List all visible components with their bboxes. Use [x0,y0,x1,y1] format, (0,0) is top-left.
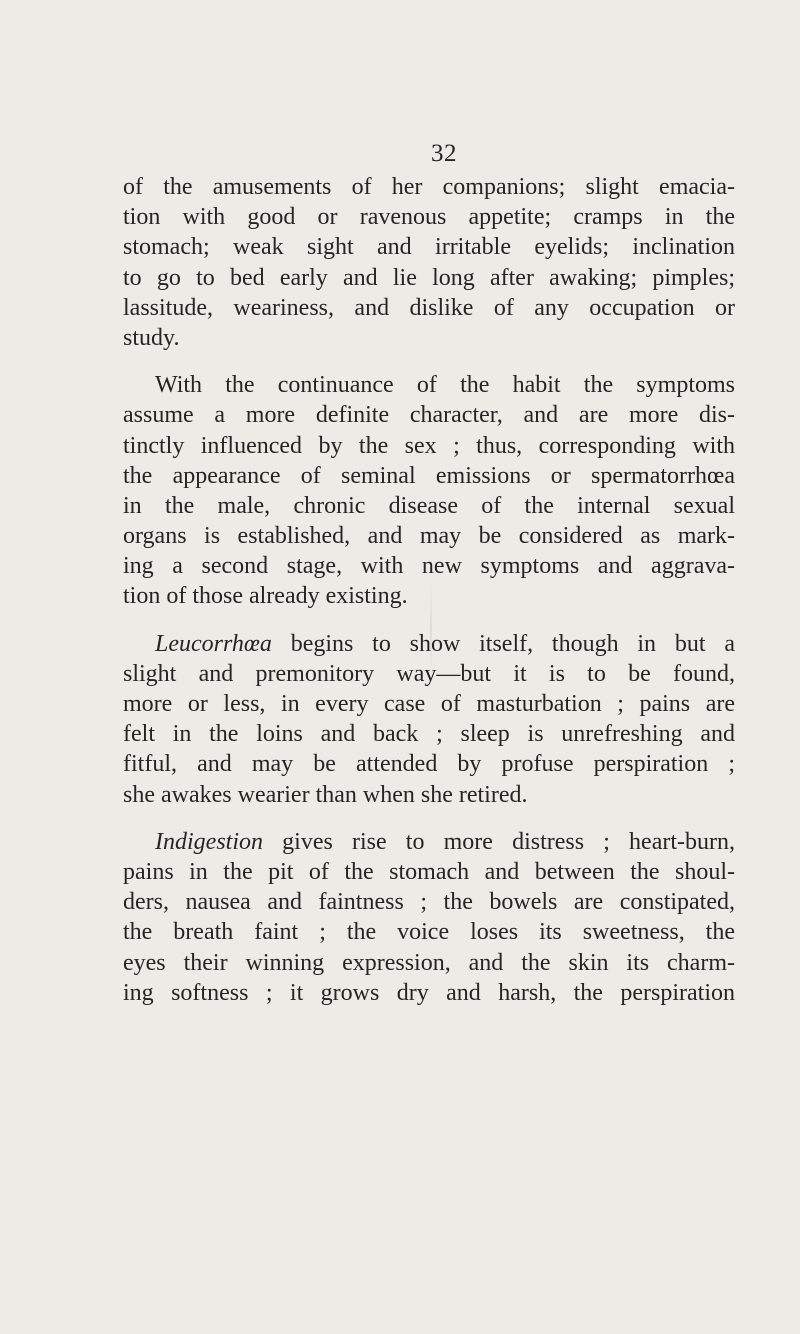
text-line: assume a more definite character, and are more dis- [123,402,735,429]
text-line: eyes their winning expression, and the skin its charm- [123,949,735,976]
text-line: the breath faint ; the voice loses its sweetness, the [123,919,735,946]
paragraph-3 [123,629,735,810]
text-line: tion of those already existing. [123,583,408,610]
text-line: stomach; weak sight and irritable eyelids; inclination [123,234,735,261]
text-line: With the continuance of the habit the symptoms [155,372,735,399]
text-line [123,827,735,857]
text-line: ders, nausea and faintness ; the bowels are constipated, [123,889,735,916]
paragraph-4 [123,827,735,1008]
text-line: more or less, in every case of masturbation ; pains are [123,691,735,717]
text-line: felt in the loins and back ; sleep is unrefreshing and [123,721,735,748]
text-line: tion with good or ravenous appetite; cramps in the [123,204,735,231]
text-line: tinctly influenced by the sex ; thus, corresponding with [123,432,735,459]
text-line: of the amusements of her companions; slight emacia- [123,174,735,200]
text-line [123,629,735,659]
text-line: slight and premonitory way—but it is to be found, [123,660,735,687]
text-line: she awakes wearier than when she retired. [123,781,528,808]
text-line: pains in the pit of the stomach and between the shoul- [123,858,735,885]
text-line: study. [123,324,180,351]
italic-term-leucorrhoea: Leucorrhœa [155,630,272,657]
page-body [123,172,735,1025]
text-line: in the male, chronic disease of the internal sexual [123,492,735,519]
text-line: to go to bed early and lie long after awaking; pimples; [123,264,735,291]
text-line-rest: gives rise to more distress ; heart-burn, [263,828,735,855]
text-line: lassitude, weariness, and dislike of any occupation or [123,294,735,321]
paragraph-1 [123,172,735,353]
paragraph-2 [123,370,735,612]
italic-term-indigestion: Indigestion [155,828,263,855]
text-line: organs is established, and may be considered as mark- [123,523,735,550]
text-line: fitful, and may be attended by profuse perspiration ; [123,751,735,778]
page-number: 32 [431,140,457,167]
text-line: ing a second stage, with new symptoms and aggrava- [123,553,735,580]
text-line-rest: begins to show itself, though in but a [271,630,735,657]
text-line: ing softness ; it grows dry and harsh, the perspiration [123,979,735,1006]
text-line: the appearance of seminal emissions or spermatorrhœa [123,462,735,489]
